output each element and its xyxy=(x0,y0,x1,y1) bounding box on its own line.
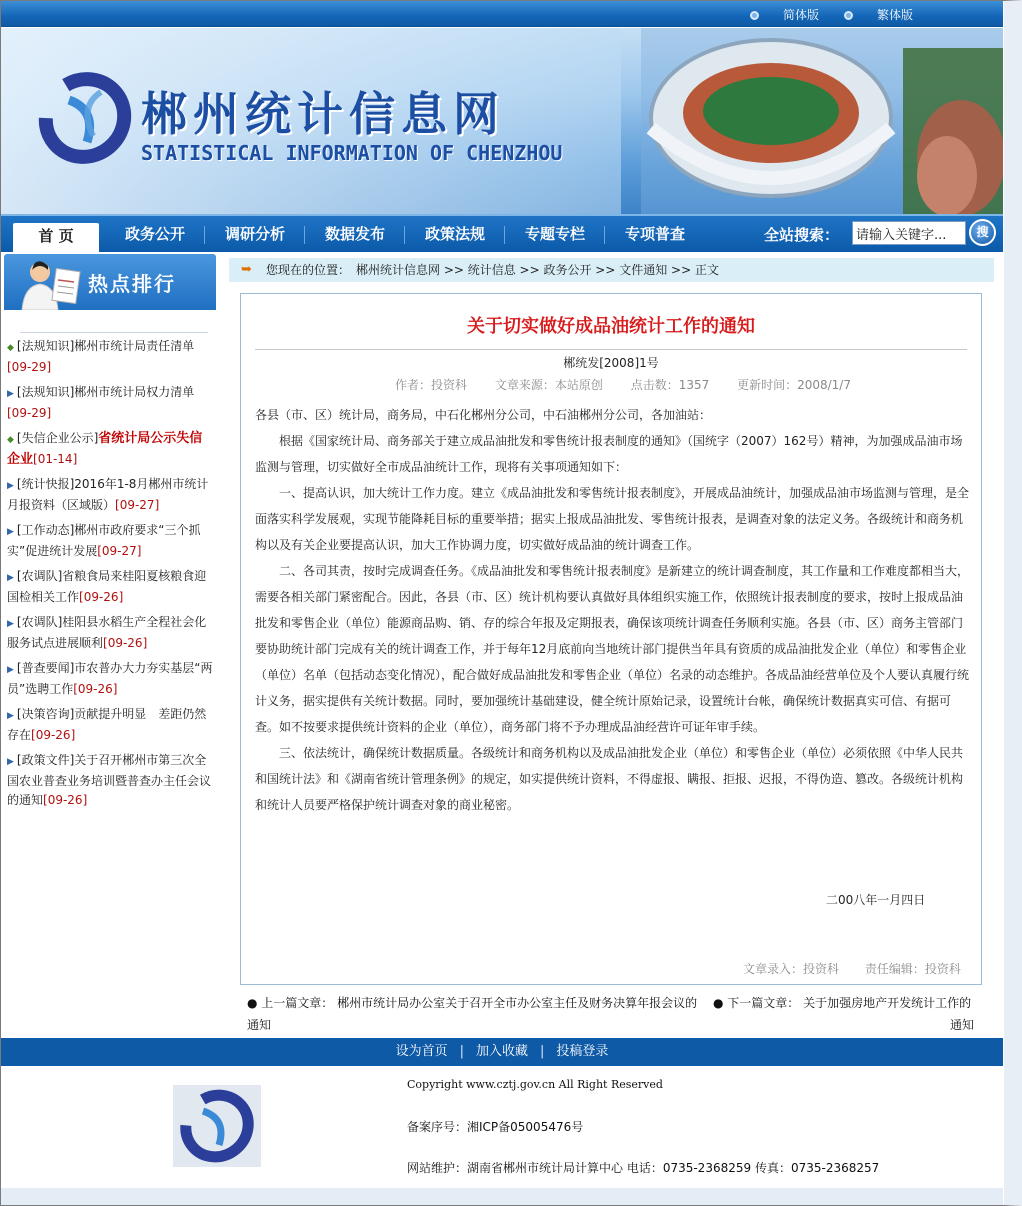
bullet-icon xyxy=(750,11,759,20)
item-text: [农调队]省粮食局来桂阳夏核粮食迎国检相关工作 xyxy=(7,569,207,604)
item-date: [09-27] xyxy=(97,544,142,558)
item-text: [决策咨询]贡献提升明显 差距仍然存在 xyxy=(7,707,207,742)
entered-by: 文章录入：投资科 xyxy=(743,962,840,976)
document-number: 郴统发[2008]1号 xyxy=(563,356,659,370)
article-author: 作者：投资科 xyxy=(395,378,468,392)
triangle-bullet-icon: ▶ xyxy=(7,619,14,629)
article-date: 二00八年一月四日 xyxy=(826,893,926,907)
set-homepage-link[interactable]: 设为首页 xyxy=(395,1044,448,1059)
tab-research[interactable]: 调研分析 xyxy=(224,225,285,243)
hot-ranking-panel xyxy=(4,254,216,807)
article-paragraph: 根据《国家统计局、商务部关于建立成品油批发和零售统计报表制度的通知》（国统字（2007）162号）精神，为加强成品油市场监测与管理，切实做好全市成品油统计工作，现将有关事项通知如下： xyxy=(255,434,963,474)
triangle-bullet-icon: ▶ xyxy=(7,757,14,767)
next-article-link[interactable]: ● 下一篇文章： 关于加强房地产开发统计工作的 xyxy=(713,996,972,1010)
article-footer xyxy=(743,960,983,977)
site-title: 郴州统计信息网 xyxy=(141,87,505,141)
hot-ranking-list xyxy=(6,332,214,816)
list-item[interactable] xyxy=(6,567,214,607)
list-item[interactable] xyxy=(6,383,214,423)
site-footer xyxy=(1,1066,1003,1186)
person-doc-icon xyxy=(14,256,84,310)
article-hits: 点击数：1357 xyxy=(630,378,710,392)
nav-divider xyxy=(304,226,305,244)
list-item[interactable] xyxy=(6,751,214,810)
article-paragraph: 一、提高认识，加大统计工作力度。建立《成品油批发和零售统计报表制度》，开展成品油统计，加强成品油市场监测与管理，是全面落实科学发展观，实现节能降耗目标的重要举措；据实上报成品油批发、零售统计报表，是调查对象的法定义务。各级统计和商务机构以及有关企业要提高认识，加大工作协调力度，切实做好成品油的统计调查工作。 xyxy=(255,486,970,552)
maintainer-text: 网站维护：湖南省郴州市统计局计算中心 电话：0735-2368259 传真：0735-2368257 xyxy=(407,1161,880,1175)
item-date: [09-29] xyxy=(7,360,52,374)
article-paragraph: 三、依法统计，确保统计数据质量。各级统计和商务机构以及成品油批发企业（单位）和零售企业（单位）必须依照《中华人民共和国统计法》和《湖南省统计管理条例》的规定，如实提供统计资料，不得虚报、瞒报、拒报、迟报，不得伪造、篡改。各级统计机构和统计人员要严格保护统计调查对象的商业秘密。 xyxy=(255,746,964,812)
list-item[interactable] xyxy=(6,659,214,699)
item-text: [法规知识]郴州市统计局责任清单 xyxy=(16,339,195,353)
copyright-text: Copyright www.cztj.gov.cn All Right Reserved xyxy=(407,1078,663,1091)
article-updated: 更新时间：2008/1/7 xyxy=(737,378,851,392)
hot-ranking-title: 热点排行 xyxy=(88,272,176,296)
next-title: 关于加强房地产开发统计工作的 xyxy=(803,996,972,1010)
item-category: [失信企业公示] xyxy=(16,431,99,445)
item-text: [统计快报]2016年1-8月郴州市统计月报资料（区域版） xyxy=(7,477,209,512)
tab-data-release[interactable]: 数据发布 xyxy=(324,225,385,243)
list-item[interactable] xyxy=(6,705,214,745)
language-bar xyxy=(1,1,1003,27)
item-date: [09-26] xyxy=(43,793,88,807)
leaf-bullet-icon: ◆ xyxy=(7,435,14,445)
item-date: [09-26] xyxy=(31,728,76,742)
article-meta xyxy=(395,376,875,393)
item-text: [农调队]桂阳县水稻生产全程社会化服务试点进展顺利 xyxy=(7,615,207,650)
tab-policy[interactable]: 政策法规 xyxy=(424,225,485,243)
prev-title: 郴州市统计局办公室关于召开全市办公室主任及财务决算年报会议的 xyxy=(337,996,698,1010)
item-date: [09-27] xyxy=(115,498,160,512)
footer-links xyxy=(1,1038,1003,1066)
item-date: [09-29] xyxy=(7,406,52,420)
triangle-bullet-icon: ▶ xyxy=(7,481,14,491)
article-title: 关于切实做好成品油统计工作的通知 xyxy=(467,316,755,337)
list-item[interactable] xyxy=(6,521,214,561)
item-text: [工作动态]郴州市政府要求“三个抓实”促进统计发展 xyxy=(7,523,201,558)
triangle-bullet-icon: ▶ xyxy=(7,711,14,721)
next-title-cont[interactable]: 通知 xyxy=(950,1018,975,1032)
arrow-icon: ➥ xyxy=(241,262,252,277)
divider xyxy=(255,349,967,350)
traditional-label: 繁体版 xyxy=(877,8,914,22)
site-subtitle: STATISTICAL INFORMATION OF CHENZHOU xyxy=(141,141,563,165)
triangle-bullet-icon: ▶ xyxy=(7,389,14,399)
footer-logo-icon xyxy=(173,1085,261,1167)
article-panel xyxy=(240,293,982,985)
article-body xyxy=(255,402,971,818)
tab-special-topics[interactable]: 专题专栏 xyxy=(524,225,585,243)
list-item[interactable] xyxy=(6,429,214,469)
search-input[interactable] xyxy=(852,221,966,245)
article-source: 文章来源：本站原创 xyxy=(494,378,603,392)
breadcrumb-text: 您现在的位置： 郴州统计信息网 >> 统计信息 >> 政务公开 >> 文件通知 >> 正文 xyxy=(266,263,719,277)
item-text: [普查要闻]市农普办大力夯实基层“两员”选聘工作 xyxy=(7,661,213,696)
tab-census[interactable]: 专项普查 xyxy=(624,225,685,243)
item-date: [09-26] xyxy=(79,590,124,604)
leaf-bullet-icon: ◆ xyxy=(7,343,14,353)
divider xyxy=(20,332,208,333)
breadcrumb xyxy=(229,258,994,282)
item-text: [法规知识]郴州市统计局权力清单 xyxy=(16,385,195,399)
nav-divider xyxy=(504,226,505,244)
nav-divider xyxy=(204,226,205,244)
article-paragraph: 二、各司其责，按时完成调查任务。《成品油批发和零售统计报表制度》是新建立的统计调查制度，其工作量和工作难度都相当大，需要各相关部门紧密配合。因此，各县（市、区）统计机构要认真做好具体组织实施工作，依照统计报表制度的要求，按时上报成品油批发和零售企业（单位）能源商品购、销、存的综合年报及定期报表，确保该项统计调查任务顺利实施。各县（市、区）商务主管部门要协助统计部门完成有关的统计调查工作，并于每年12月底前向当地统计部门提供当年具有资质的成品油批发企业（单位）和零售企业（单位）名单（包括动态变化情况），配合做好成品油批发和零售企业（单位）名录的动态维护。各成品油经营单位及个人要认真履行统计义务，据实提供有关统计数据。同时，要加强统计基础建设，健全统计原始记录，设置统计台帐，确保统计数据真实可信、有据可查。如不按要求提供统计资料的企业（单位），商务部门将不予办理成品油经营许可证年审手续。 xyxy=(255,564,970,734)
simplified-link[interactable] xyxy=(750,6,819,23)
site-banner xyxy=(1,28,1003,214)
article-paragraph: 各县（市、区）统计局，商务局，中石化郴州分公司，中石油郴州分公司，各加油站： xyxy=(255,408,712,422)
simplified-label: 简体版 xyxy=(783,8,820,22)
nav-divider xyxy=(404,226,405,244)
next-label: 下一篇文章： xyxy=(727,996,800,1010)
list-item[interactable] xyxy=(6,475,214,515)
item-date: [09-26] xyxy=(73,682,118,696)
search-button[interactable]: 搜 xyxy=(969,219,996,246)
site-logo-icon xyxy=(35,70,135,166)
bullet-icon xyxy=(844,11,853,20)
prev-article-link[interactable]: ● 上一篇文章： 郴州市统计局办公室关于召开全市办公室主任及财务决算年报会议的 xyxy=(247,996,698,1010)
list-item[interactable] xyxy=(6,337,214,377)
traditional-link[interactable] xyxy=(844,6,913,23)
search-label: 全站搜索： xyxy=(764,226,840,244)
divider: | xyxy=(459,1044,464,1059)
prev-label: 上一篇文章： xyxy=(261,996,334,1010)
submit-login-link[interactable]: 投稿登录 xyxy=(556,1044,609,1059)
add-favorite-link[interactable]: 加入收藏 xyxy=(475,1044,528,1059)
main-nav xyxy=(1,214,1003,252)
hot-ranking-header xyxy=(4,254,216,310)
stadium-photo xyxy=(641,28,1003,214)
bottom-strip xyxy=(1,1188,1003,1205)
item-highlight: 省统计局公示失信企业 xyxy=(7,431,203,467)
nav-divider xyxy=(604,226,605,244)
item-date: [09-26] xyxy=(103,636,148,650)
icp-text: 备案序号：湘ICP备05005476号 xyxy=(407,1120,584,1134)
tab-government-affairs[interactable]: 政务公开 xyxy=(124,225,185,243)
item-date: [01-14] xyxy=(33,452,78,466)
item-text: [政策文件]关于召开郴州市第三次全国农业普查业务培训暨普查办主任会议的通知 xyxy=(7,753,212,807)
tab-home[interactable]: 首 页 xyxy=(13,223,99,253)
prev-title-cont[interactable]: 通知 xyxy=(247,1018,272,1032)
triangle-bullet-icon: ▶ xyxy=(7,573,14,583)
list-item[interactable] xyxy=(6,613,214,653)
triangle-bullet-icon: ▶ xyxy=(7,665,14,675)
triangle-bullet-icon: ▶ xyxy=(7,527,14,537)
editor: 责任编辑：投资科 xyxy=(864,962,961,976)
divider: | xyxy=(540,1044,545,1059)
